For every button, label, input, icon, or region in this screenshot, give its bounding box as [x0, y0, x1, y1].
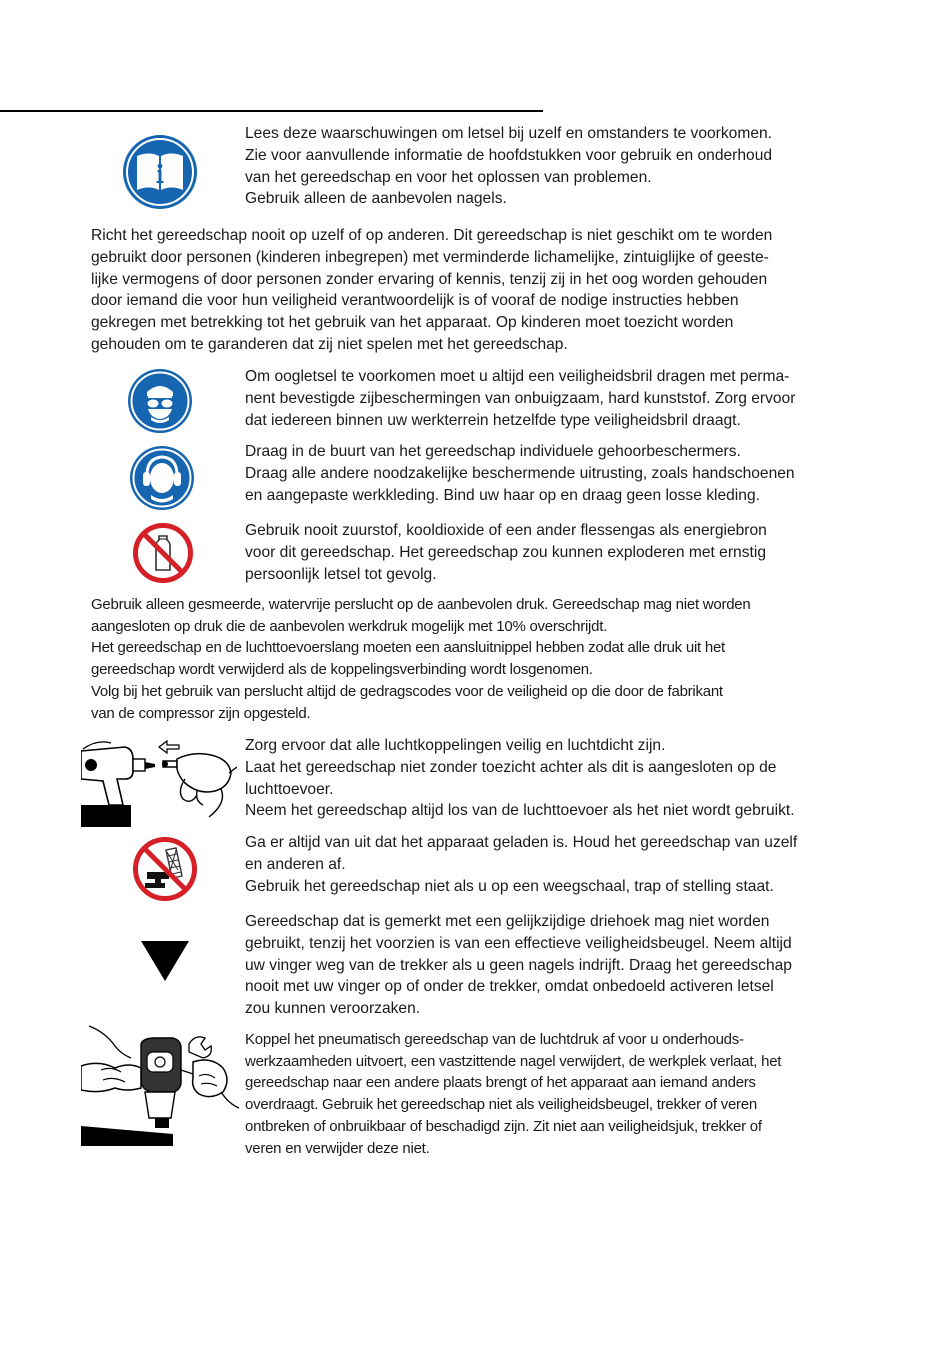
text-line: Lees deze waarschuwingen om letsel bij uzelf en omstanders te voorkomen.: [245, 125, 773, 142]
warning-triangle-icon: [141, 941, 189, 981]
general-warning-text: [91, 225, 772, 356]
wear-ear-protection-icon: [129, 445, 195, 511]
eye-protection-text: [245, 366, 795, 431]
wear-safety-glasses-icon: [127, 368, 193, 434]
text-line: Gebruik het gereedschap niet als u op een weegschaal, trap of stelling staat.: [245, 877, 774, 895]
disconnect-maintenance-text: [245, 1029, 781, 1159]
text-line: voor dit gereedschap. Het gereedschap zou kunnen exploderen met ernstig: [245, 543, 766, 561]
text-line: Gebruik alleen de aanbevolen nagels.: [245, 190, 507, 208]
text-line: gekregen met betrekking tot het gebruik van het apparaat. Op kinderen moet toezicht worden: [91, 314, 734, 332]
air-couplings-text: [245, 735, 795, 822]
text-line: Het gereedschap en de luchttoevoerslang moeten een aansluitnippel hebben zodat alle druk uit het: [91, 639, 725, 657]
triangle-marked-text: [245, 911, 792, 1020]
text-line: Gereedschap dat is gemerkt met een gelijkzijdige driehoek mag niet worden: [245, 913, 770, 930]
text-line: gebruikt, tenzij het voorzien is van een effectieve veiligheidsbeugel. Neem altijd: [245, 934, 792, 952]
text-line: aangesloten op druk die de aanbevolen werkdruk mogelijk met 10% overschrijdt.: [91, 617, 608, 635]
maintenance-disconnect-illustration: [81, 1022, 241, 1146]
text-line: gebruikt door personen (kinderen inbegrepen) met verminderde lichamelijke, zintuiglijke of geeste-: [91, 248, 769, 266]
text-line: Om oogletsel te voorkomen moet u altijd een veiligheidsbril dragen met perma-: [245, 368, 790, 385]
text-line: dat iedereen binnen uw werkterrein hetzelfde type veiligheidsbril draagt.: [245, 411, 741, 429]
no-bottled-gas-text: [245, 520, 767, 585]
text-line: ontbreken of onbruikbaar of beschadigd zijn. Zit niet aan veiligheidsjuk, trekker of: [245, 1117, 762, 1135]
no-ladder-use-icon: [132, 836, 198, 902]
text-line: zou kunnen veroorzaken.: [245, 1000, 421, 1018]
text-line: overdraagt. Gebruik het gereedschap niet als veiligheidsbeugel, trekker of veren: [245, 1096, 757, 1114]
text-line: Gebruik alleen gesmeerde, watervrije perslucht op de aanbevolen druk. Gereedschap mag niet worden: [91, 596, 751, 613]
no-bottled-gas-icon: [132, 522, 194, 584]
text-line: persoonlijk letsel tot gevolg.: [245, 565, 437, 583]
text-line: door iemand die voor hun veiligheid verantwoordelijk is of vooraf de nodige instructies hebben: [91, 292, 739, 310]
text-line: veren en verwijder deze niet.: [245, 1139, 430, 1157]
header-rule: [0, 110, 543, 112]
text-line: gereedschap wordt verwijderd als de koppelingsverbinding wordt losgenomen.: [91, 661, 593, 679]
text-line: werkzaamheden uitvoert, een vastzittende nagel verwijdert, de werkplek verlaat, het: [245, 1052, 782, 1070]
text-line: uw vinger weg van de trekker als u geen nagels indrijft. Draag het gereedschap: [245, 956, 792, 974]
text-line: en anderen af.: [245, 855, 346, 873]
text-line: Ga er altijd van uit dat het apparaat geladen is. Houd het gereedschap van uzelf: [245, 834, 798, 851]
text-line: en aangepaste werkkleding. Bind uw haar op en draag geen losse kleding.: [245, 486, 760, 504]
text-line: Draag alle andere noodzakelijke beschermende uitrusting, zoals handschoenen: [245, 464, 795, 482]
text-line: nent bevestigde zijbeschermingen van onbuigzaam, hard kunststof. Zorg ervoor: [245, 389, 796, 407]
text-line: lijke vermogens of door personen zonder ervaring of kennis, tenzij zij in het oog worden gehouden: [91, 270, 768, 288]
read-manual-icon: [122, 134, 198, 210]
text-line: Richt het gereedschap nooit op uzelf of op anderen. Dit gereedschap is niet geschikt om te worden: [91, 227, 773, 244]
ear-protection-text: [245, 441, 795, 506]
text-line: gereedschap naar een andere plaats brengt of het apparaat aan iemand anders: [245, 1074, 756, 1092]
text-line: nooit met uw vinger op of onder de trekker, omdat onbedoeld activeren letsel: [245, 978, 774, 996]
text-line: Gebruik nooit zuurstof, kooldioxide of een ander flessengas als energiebron: [245, 522, 767, 539]
text-line: Volg bij het gebruik van perslucht altijd de gedragscodes voor de veiligheid op die door de fabrikant: [91, 682, 723, 700]
text-line: Draag in de buurt van het gereedschap individuele gehoorbeschermers.: [245, 443, 741, 460]
text-line: Zorg ervoor dat alle luchtkoppelingen veilig en luchtdicht zijn.: [245, 737, 666, 754]
text-line: Koppel het pneumatisch gereedschap van de luchtdruk af voor u onderhouds-: [245, 1031, 744, 1048]
text-line: van de compressor zijn opgesteld.: [91, 704, 311, 722]
read-manual-text: [245, 123, 772, 210]
text-line: gehouden om te garanderen dat zij niet spelen met het gereedschap.: [91, 335, 568, 353]
text-line: Zie voor aanvullende informatie de hoofdstukken voor gebruik en onderhoud: [245, 146, 773, 164]
text-line: Neem het gereedschap altijd los van de luchttoevoer als het niet wordt gebruikt.: [245, 802, 795, 820]
text-line: Laat het gereedschap niet zonder toezicht achter als dit is aangesloten op de: [245, 758, 777, 776]
disconnect-air-coupling-illustration: [81, 733, 237, 827]
assume-loaded-text: [245, 832, 797, 897]
text-line: van het gereedschap en voor het oplossen van problemen.: [245, 168, 652, 186]
compressed-air-text: [91, 594, 750, 724]
text-line: luchttoevoer.: [245, 780, 334, 798]
